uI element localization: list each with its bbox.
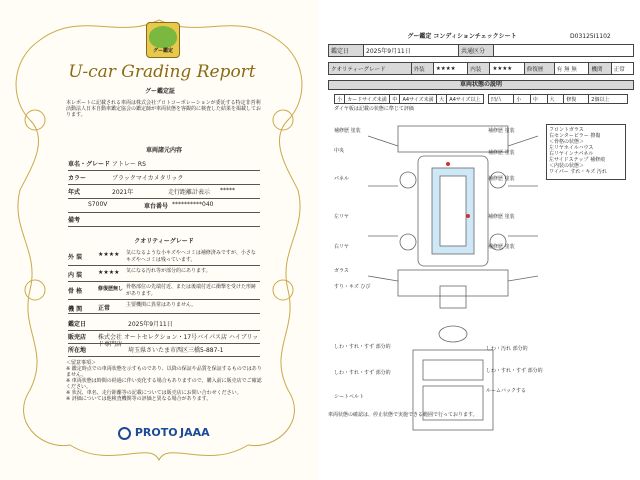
grade-stars: ★★★★ bbox=[98, 251, 120, 258]
legend-cell: 修復 bbox=[564, 95, 589, 104]
note-item: ※ 鑑定時点での車両状態を示すものであり、以降の保証や品質を保証するものではありません。 bbox=[66, 366, 262, 378]
address-label: 所在地 bbox=[68, 347, 87, 354]
engine-label: 機関 bbox=[589, 63, 611, 75]
report-title: U-car Grading Report bbox=[68, 62, 256, 82]
legend-cell: 小 bbox=[514, 95, 531, 104]
legend-cell: 凹凸 bbox=[489, 95, 514, 104]
part-label: パネル bbox=[334, 176, 350, 182]
quality-section-title: クオリティーグレード bbox=[134, 238, 194, 245]
part-label: すり・キズ ひび bbox=[334, 284, 371, 290]
place-value bbox=[494, 45, 634, 57]
part-label: 補修歴 塗装 bbox=[488, 128, 515, 134]
address-row bbox=[68, 344, 260, 357]
proto-logo-text: PROTO bbox=[134, 426, 178, 439]
place-label: 共通区分 bbox=[459, 45, 494, 57]
grade-row-interior bbox=[68, 267, 260, 282]
sheet-title: グー鑑定 コンディションチェックシート bbox=[407, 33, 517, 40]
remark-item: ワイパー すれ・キズ 汚れ bbox=[549, 169, 607, 175]
header-table bbox=[328, 44, 634, 57]
row-extra-label: 車台番号 bbox=[144, 203, 169, 210]
doc-id: D03125I1102 bbox=[570, 33, 611, 40]
row-value: アトレー RS bbox=[112, 161, 146, 168]
vehicle-row bbox=[68, 186, 260, 199]
remark-item: 左サイドステップ 補修痕 bbox=[549, 157, 606, 163]
cert-title: グー鑑定証 bbox=[144, 88, 175, 95]
dealer-value: 株式会社 オートセレクション・17号バイパス店 ハイブリッド専門店 bbox=[98, 334, 259, 349]
exterior-value: ★★★★ bbox=[433, 63, 467, 75]
grade-stars: 修復歴無し bbox=[98, 286, 124, 292]
sheet-footer: 車両状態の確認は、停止状態で実施できる範囲で行っております。 bbox=[328, 412, 478, 418]
shield-icon bbox=[149, 26, 177, 48]
condition-check-sheet bbox=[322, 0, 640, 480]
date-row bbox=[68, 318, 260, 331]
remark-item: 左リヤホイルハウス bbox=[549, 145, 594, 151]
interior-value: ★★★★ bbox=[490, 63, 524, 75]
size-cell: 中 bbox=[390, 95, 400, 104]
grade-desc: 気になる汚れ等が部分的にあります。 bbox=[126, 268, 211, 274]
part-label: 右リヤ bbox=[334, 244, 349, 250]
grade-label: 骨 格 bbox=[68, 288, 83, 295]
interior-note: しわ・すれ・すず 部分的 bbox=[486, 368, 543, 374]
row-label: 年式 bbox=[68, 189, 81, 196]
grade-desc: 主要機関に異常はありません。 bbox=[126, 302, 197, 308]
row-label: カラー bbox=[68, 175, 87, 182]
interior-label: 内装 bbox=[468, 63, 490, 75]
remark-item: ＜骨格の状態＞ bbox=[549, 139, 585, 145]
remark-item: 右リヤインナパネル bbox=[549, 151, 594, 157]
size-legend bbox=[334, 94, 484, 104]
remarks-box bbox=[546, 124, 626, 180]
notes-title: ＜留意事項＞ bbox=[66, 360, 97, 366]
size-cell: A4サイズ未満 bbox=[400, 95, 437, 104]
row-extra-value: **********040 bbox=[172, 201, 214, 208]
repair-label: 修復歴 bbox=[524, 63, 554, 75]
jaaa-logo-text: JAAA bbox=[180, 426, 210, 439]
part-label: 補修歴 塗装 bbox=[488, 176, 515, 182]
part-label: ガラス bbox=[334, 268, 349, 274]
row-extra-label: 走行距離計表示 bbox=[168, 189, 211, 196]
grade-table bbox=[328, 62, 634, 75]
remark-item: 右センターピラー 擦傷 bbox=[549, 133, 601, 139]
vehicle-row bbox=[68, 200, 260, 213]
quality-label: クオリティーグレード bbox=[329, 63, 412, 75]
interior-note: しわ・汚れ 部分的 bbox=[486, 346, 528, 352]
date-value: 2025年9月11日 bbox=[364, 45, 459, 57]
vehicle-row bbox=[68, 172, 260, 185]
part-label: 補修歴 塗装 bbox=[488, 150, 515, 156]
part-label: 補修歴 塗装 bbox=[488, 214, 515, 220]
row-extra-value: ***** bbox=[220, 187, 235, 194]
proto-logo-icon bbox=[118, 427, 131, 440]
date-label: 鑑定日 bbox=[68, 321, 87, 328]
interior-note: しわ・すれ・すず 部分的 bbox=[334, 370, 391, 376]
remark-item: ＜内装の状態＞ bbox=[549, 163, 585, 169]
interior-note: しわ・すれ・すず 部分的 bbox=[334, 344, 391, 350]
repair-value: 有 無 無 bbox=[554, 63, 589, 75]
vehicle-row bbox=[68, 214, 260, 227]
jaaa-logo bbox=[180, 426, 210, 439]
size-cell: A4サイズ以上 bbox=[447, 95, 484, 104]
vehicle-section-title: 車両諸元内容 bbox=[145, 147, 182, 154]
grade-desc: 気になるような小キズやヘコミは補修済みですが、小さなキズやヘコミは残っています。 bbox=[126, 250, 256, 263]
exterior-label: 外装 bbox=[411, 63, 433, 75]
grade-stars: ★★★★ bbox=[98, 269, 120, 276]
grade-label: 内 装 bbox=[68, 272, 83, 279]
grade-label: 機 関 bbox=[68, 306, 83, 313]
explain-title: 車両状態の説明 bbox=[328, 80, 634, 90]
grade-desc: 骨格部位の先端付近、または後端付近に衝撃を受けた形跡があります。 bbox=[126, 284, 257, 297]
remark-item: フロントガラス bbox=[549, 127, 584, 133]
notes-block bbox=[66, 360, 262, 402]
address-value: 埼玉県さいたま市西区三橋5-887-1 bbox=[128, 347, 224, 354]
row-value: S700V bbox=[88, 201, 108, 208]
grading-certificate bbox=[0, 0, 318, 480]
row-value: 2021年 bbox=[112, 189, 134, 196]
interior-note: シートベルト bbox=[334, 394, 365, 400]
row-label: 備考 bbox=[68, 217, 81, 224]
size-cell: 小 bbox=[335, 95, 345, 104]
row-value: ブラックマイカメタリック bbox=[112, 175, 184, 182]
date-value: 2025年9月11日 bbox=[128, 321, 173, 328]
proto-logo bbox=[118, 426, 178, 440]
dealer-label: 販売店 bbox=[68, 334, 87, 341]
dent-legend bbox=[488, 94, 628, 104]
part-label: 補修歴 塗装 bbox=[488, 244, 515, 250]
intro-text: 本レポートに記載される車両は株式会社プロトコーポレーションが委託する特定非営利活動法人日本自動車鑑定協会の鑑定師が車両状態を客観的に検査した結果を掲載しております。 bbox=[66, 100, 262, 118]
grade-row-engine bbox=[68, 301, 260, 314]
grade-row-exterior bbox=[68, 249, 260, 266]
legend-cell: 2個以上 bbox=[589, 95, 628, 104]
part-label: 中央 bbox=[334, 148, 345, 154]
row-label: 車名・グレード bbox=[68, 161, 111, 168]
legend-cell: 中 bbox=[530, 95, 547, 104]
size-cell: 大 bbox=[437, 95, 447, 104]
grade-stars: 正常 bbox=[98, 305, 111, 312]
interior-note: ルームバックする bbox=[486, 388, 527, 394]
dealer-row bbox=[68, 331, 260, 349]
grading-badge bbox=[146, 22, 180, 58]
grade-label: 外 装 bbox=[68, 254, 83, 261]
note-item: ※ 状況、車名、走行距離等の記載については販売店にお問い合わせください。 bbox=[66, 390, 242, 396]
badge-label: グー鑑定 bbox=[152, 48, 173, 54]
part-label: 補修歴 塗装 bbox=[334, 128, 361, 134]
legend-cell: 大 bbox=[547, 95, 564, 104]
vehicle-row bbox=[68, 158, 260, 171]
size-cell: カードサイズ未満 bbox=[345, 95, 390, 104]
note-item: ※ 車両状態は時間の経過に伴い変化する場合もありますので、購入前に販売店でご確認ください。 bbox=[66, 378, 262, 390]
engine-value: 正常 bbox=[611, 63, 633, 75]
note-item: ※ 評価については他検査機関等の評価と異なる場合があります。 bbox=[66, 396, 212, 402]
grade-row-frame bbox=[68, 283, 260, 300]
legend-note: ダイヤ板は記載の状態に準じて評価 bbox=[334, 106, 414, 112]
part-label: 左リヤ bbox=[334, 214, 349, 220]
date-label: 鑑定日 bbox=[329, 45, 364, 57]
